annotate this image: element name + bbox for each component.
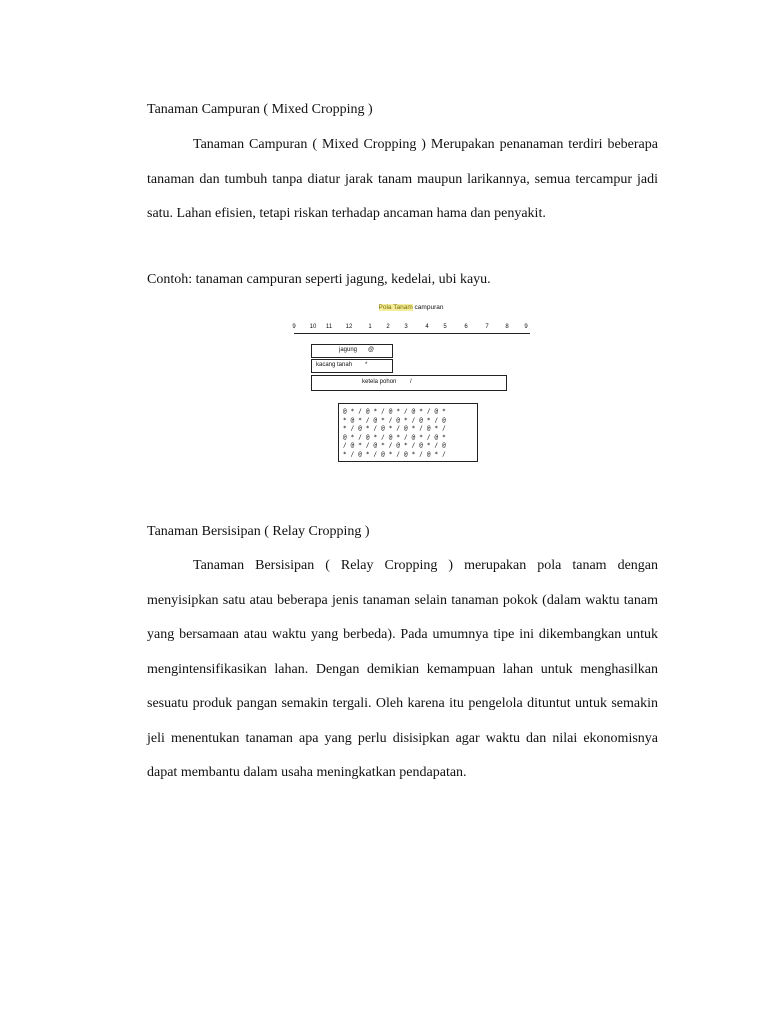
axis-tick-label: 3 [404,324,408,330]
planting-grid [338,403,478,462]
paragraph-relay-cropping [147,549,658,791]
section-heading-mixed-cropping: Tanaman Campuran ( Mixed Cropping ) [147,102,373,117]
bar-symbol: / [410,379,412,385]
figure-title [288,304,534,311]
bar-jagung [311,344,393,358]
axis-tick-label: 2 [386,324,390,330]
axis-tick-label: 5 [443,324,447,330]
axis-tick-label: 9 [524,324,528,330]
paragraph-relay-cropping-text: Tanaman Bersisipan ( Relay Cropping ) merupakan pola tanam dengan menyisipkan satu atau beberapa jenis tanaman selain tanaman pokok (dalam waktu tanam yang bersamaan atau waktu yang berbeda). Pada umumnya tipe ini dikembangkan untuk mengintensifikasikan lahan. Dengan demikian kemampuan lahan untuk menghasilkan sesuatu produk pangan semakin tergali. Oleh karena itu pengelola dituntut untuk semakin jeli menentukan tanaman apa yang perlu disisipkan agar waktu dan nilai ekonomisnya dapat membantu dalam usaha meningkatkan pendapatan. [147,558,658,780]
axis-tick-label: 7 [485,324,489,330]
axis-tick-label: 9 [292,324,296,330]
figure-title-rest: campuran [412,304,444,311]
axis-tick-label: 10 [309,324,317,330]
paragraph-mixed-cropping-text: Tanaman Campuran ( Mixed Cropping ) Merupakan penanaman terdiri beberapa tanaman dan tumbuh tanpa diatur jarak tanam maupun larikannya, semua tercampur jadi satu. Lahan efisien, tetapi riskan terhadap ancaman hama dan penyakit. [147,137,658,221]
axis-tick-label: 8 [505,324,509,330]
grid-row: @ * / @ * / @ * / @ * / @ * [343,433,446,441]
cropping-pattern-figure [288,302,534,464]
paragraph-mixed-cropping [147,128,658,232]
bar-ketela-pohon [311,375,507,391]
axis-tick-label: 12 [345,324,353,330]
grid-row: * @ * / @ * / @ * / @ * / @ [343,416,446,424]
figure-title-highlight: Pola Tanam [378,304,413,311]
bar-symbol: @ [368,347,375,353]
grid-row: @ * / @ * / @ * / @ * / @ * [343,408,446,415]
grid-row: / @ * / @ * / @ * / @ * / @ [343,442,446,449]
bar-label: ketela pohon [362,379,397,385]
time-axis-line [294,333,530,334]
axis-tick-label: 6 [464,324,468,330]
example-line: Contoh: tanaman campuran seperti jagung, kedelai, ubi kayu. [147,272,491,287]
axis-tick-label: 4 [425,324,429,330]
axis-tick-label: 1 [368,324,372,330]
grid-row: * / @ * / @ * / @ * / @ * / [343,450,446,458]
grid-row: * / @ * / @ * / @ * / @ * / [343,425,446,432]
bar-kacang-tanah [311,359,393,373]
bar-label: kacang tanah [316,362,353,368]
bar-label: jagung [339,347,358,353]
axis-tick-label: 11 [325,324,333,330]
section-heading-relay-cropping: Tanaman Bersisipan ( Relay Cropping ) [147,524,370,539]
bar-symbol: * [365,362,368,368]
